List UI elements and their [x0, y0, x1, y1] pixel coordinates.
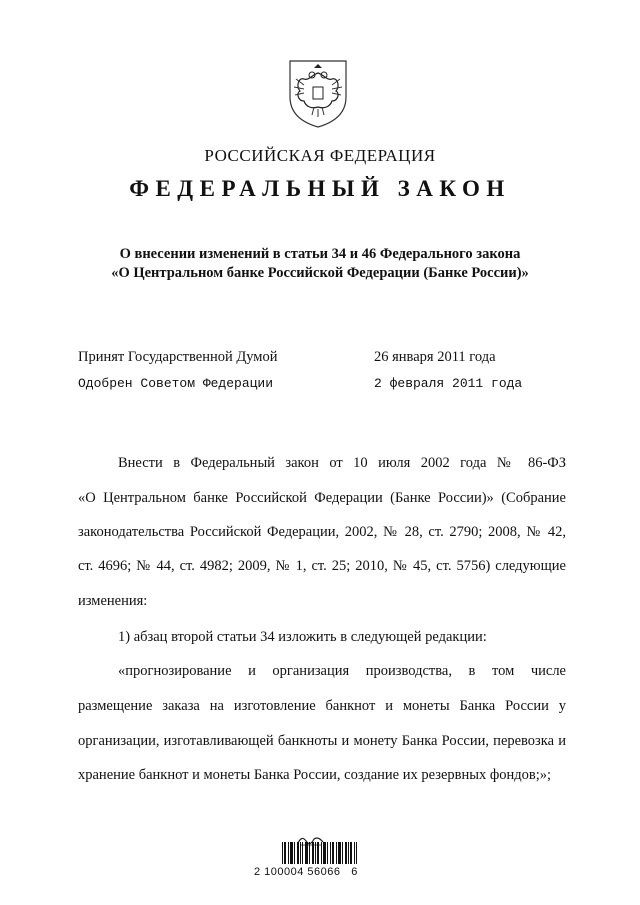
duma-adoption-label: Принят Государственной Думой	[78, 349, 278, 365]
quoted-text-line: хранение банкнот и монеты Банка России, создание их резервных фондов;»;	[78, 767, 552, 783]
council-approval-label: Одобрен Советом Федерации	[78, 376, 274, 391]
law-subject-line-2: «О Центральном банке Российской Федерации (Банке России)»	[111, 265, 529, 281]
quoted-text-line: размещение заказа на изготовление банкнот и монеты Банка России у	[78, 698, 566, 714]
document-type-title: ФЕДЕРАЛЬНЫЙ ЗАКОН	[129, 176, 511, 201]
country-title: РОССИЙСКАЯ ФЕДЕРАЦИЯ	[204, 146, 436, 165]
barcode-icon	[282, 842, 357, 864]
quoted-text-line: «прогнозирование и организация производства, в том числе	[118, 663, 566, 679]
quoted-text-line: организации, изготавливающей банкноты и монету Банка России, перевозка и	[78, 733, 566, 749]
barcode-number: 2 100004 56066 6	[254, 866, 358, 878]
intro-line: Внести в Федеральный закон от 10 июля 2002 года № 86-ФЗ	[118, 455, 566, 471]
intro-line: «О Центральном банке Российской Федерации (Банке России)» (Собрание	[78, 490, 566, 506]
duma-adoption-date: 26 января 2011 года	[374, 349, 496, 365]
intro-line: ст. 4696; № 44, ст. 4982; 2009, № 1, ст. 25; 2010, № 45, ст. 5756) следующие	[78, 558, 566, 574]
coat-of-arms-icon	[284, 57, 352, 129]
amendment-item-1: 1) абзац второй статьи 34 изложить в следующей редакции:	[118, 629, 487, 645]
intro-line: изменения:	[78, 593, 148, 609]
law-subject-line-1: О внесении изменений в статьи 34 и 46 Федерального закона	[119, 246, 521, 262]
council-approval-date: 2 февраля 2011 года	[374, 376, 523, 391]
intro-line: законодательства Российской Федерации, 2002, № 28, ст. 2790; 2008, № 42,	[78, 524, 566, 540]
